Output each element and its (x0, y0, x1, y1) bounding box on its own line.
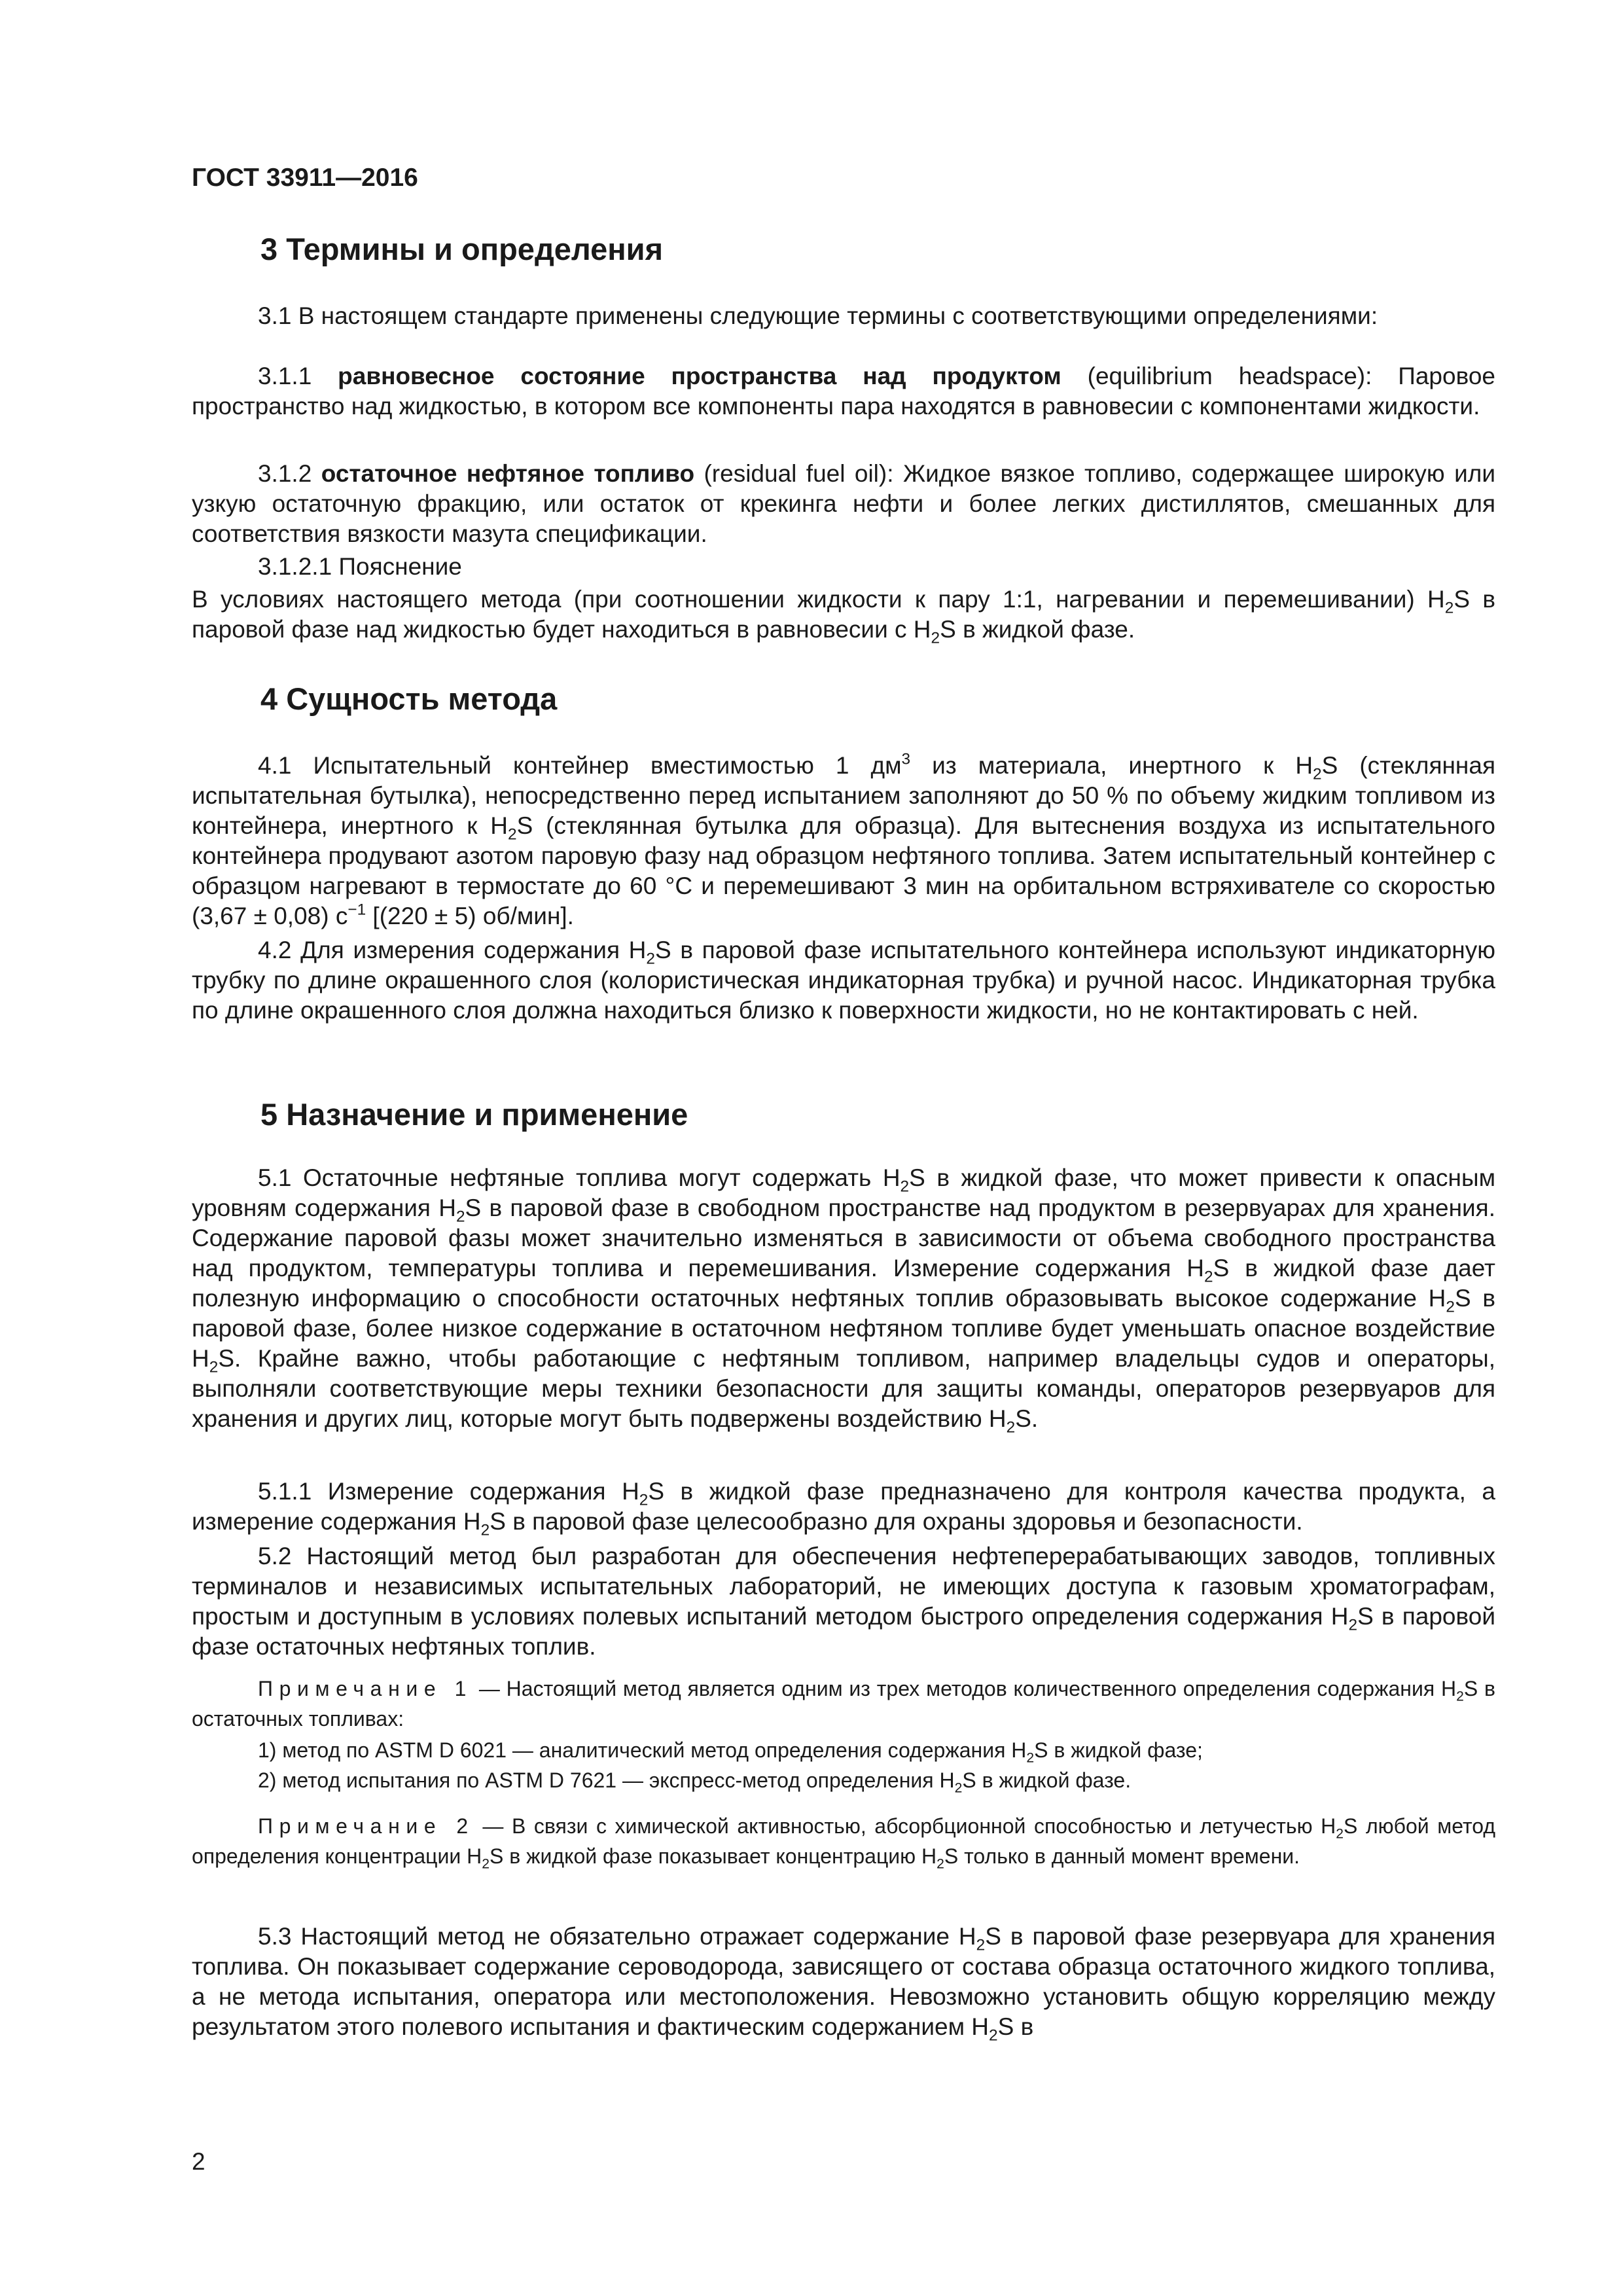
section-3-title: 3 Термины и определения (260, 232, 663, 266)
paragraph-3-1-1-definition: (equilibrium headspace): Паровое пространство над жидкостью, в котором все компоненты пара находятся в равновесии с компонентами жидкости. (192, 363, 1495, 420)
section-5-title: 5 Назначение и применение (260, 1097, 688, 1132)
document-header: ГОСТ 33911—2016 (192, 164, 418, 192)
paragraph-3-1: 3.1 В настоящем стандарте применены следующие термины с соответствующими определениями: (258, 302, 1378, 329)
paragraph-5-2: 5.2 Настоящий метод был разработан для обеспечения нефтеперерабатывающих заводов, топливных терминалов и независимых испытательных лабораторий, не имеющих доступа к газовым хроматографам, простым и доступным в условиях полевых испытаний методом быстрого определения содержания $H_2S$ в паровой фазе остаточных нефтяных топлив. (192, 1543, 1495, 1660)
note-1-text: — Настоящий метод является одним из трех методов количественного определения содержания $H_2S$ в остаточных топливах: (192, 1677, 1496, 1731)
paragraph-5-1-1: 5.1.1 Измерение содержания $H_2S$ в жидкой фазе предназначено для контроля качества продукта, а измерение содержания $H_2S$ в паровой фазе целесообразно для охраны здоровья и безопасности. (192, 1478, 1495, 1539)
note-1 (192, 1674, 1495, 1734)
note-2 (192, 1811, 1495, 1871)
paragraph-3-1-1 (192, 361, 1495, 422)
document-page (192, 0, 1495, 2296)
note-2-text: — В связи с химической активностью, абсорбционной способностью и летучестью $H_2S$ любой метод определения концентрации $H_2S$ в жидкой фазе показывает концентрацию $H_2S$ только в данный момент времени. (192, 1814, 1496, 1872)
paragraph-3-1-2-number: 3.1.2 (258, 460, 321, 487)
note-1-list-item: 2) метод испытания по ASTM D 7621 — экспресс-метод определения $H_2S$ в жидкой фазе. (258, 1768, 1132, 1796)
note-1-list-item: 1) метод по ASTM D 6021 — аналитический метод определения содержания $H_2S$ в жидкой фазе; (258, 1738, 1203, 1766)
section-4-title: 4 Сущность метода (260, 681, 558, 716)
paragraph-3-1-1-number: 3.1.1 (258, 363, 338, 389)
page-number: 2 (192, 2148, 205, 2175)
term-equilibrium-headspace: равновесное состояние пространства над продуктом (338, 363, 1061, 389)
paragraph-3-1-2 (192, 459, 1495, 549)
note-2-label: Примечание 2 (258, 1814, 474, 1838)
paragraph-4-2: 4.2 Для измерения содержания $H_2S$ в паровой фазе испытательного контейнера используют индикаторную трубку по длине окрашенного слоя (колористическая индикаторная трубка) и ручной насос. Индикаторная трубка по длине окрашенного слоя должна находиться близко к поверхности жидкости, но не контактировать с ней. (192, 937, 1495, 1024)
paragraph-3-1-2-1-text: В условиях настоящего метода (при соотношении жидкости к пару 1:1, нагревании и перемешивании) $H_2S$ в паровой фазе над жидкостью будет находиться в равновесии с $H_2S$ в жидкой фазе. (192, 586, 1495, 647)
paragraph-4-1: 4.1 Испытательный контейнер вместимостью 1 $дм^3$ из материала, инертного к $H_2S$ (стеклянная испытательная бутылка), непосредственно перед испытанием заполняют до 50 % по объему жидким топливом из контейнера, инертного к $H_2S$ (стеклянная бутылка для образца). Для вытеснения воздуха из испытательного контейнера продувают азотом паровую фазу над образцом нефтяного топлива. Затем испытательный контейнер с образцом нагревают в термостате до 60 °C и перемешивают 3 мин на орбитальном встряхивателе со скоростью (3,67 ± 0,08) $с^{-1}$ [(220 ± 5) об/мин]. (192, 750, 1495, 929)
paragraph-3-1-2-1: 3.1.2.1 Пояснение (258, 553, 462, 580)
term-residual-fuel-oil: остаточное нефтяное топливо (321, 460, 695, 487)
paragraph-5-1: 5.1 Остаточные нефтяные топлива могут содержать $H_2S$ в жидкой фазе, что может привести к опасным уровням содержания $H_2S$ в паровой фазе в свободном пространстве над продуктом в резервуарах для хранения. Содержание паровой фазы может значительно изменяться в зависимости от объема свободного пространства над продуктом, температуры топлива и перемешивания. Измерение содержания $H_2S$ в жидкой фазе дает полезную информацию о способности остаточных нефтяных топлив образовывать высокое содержание $H_2S$ в паровой фазе, более низкое содержание в остаточном нефтяном топливе будет уменьшать опасное воздействие $H_2S$. Крайне важно, чтобы работающие с нефтяным топливом, например владельцы судов и операторы, выполняли соответствующие меры техники безопасности для защиты команды, операторов резервуаров для хранения и других лиц, которые могут быть подвержены воздействию $H_2S$. (192, 1164, 1496, 1437)
paragraph-3-1-2-definition: (residual fuel oil): Жидкое вязкое топливо, содержащее широкую или узкую остаточную фракцию, или остаток от крекинга нефти и более легких дистиллятов, смешанных для соответствия вязкости мазута спецификации. (192, 460, 1495, 547)
note-1-label: Примечание 1 (258, 1677, 473, 1700)
paragraph-5-3: 5.3 Настоящий метод не обязательно отражает содержание $H_2S$ в паровой фазе резервуара для хранения топлива. Он показывает содержание сероводорода, зависящего от состава образца остаточного жидкого топлива, а не метода испытания, оператора или местоположения. Невозможно установить общую корреляцию между результатом этого полевого испытания и фактическим содержанием $H_2S$ в (192, 1923, 1495, 2045)
